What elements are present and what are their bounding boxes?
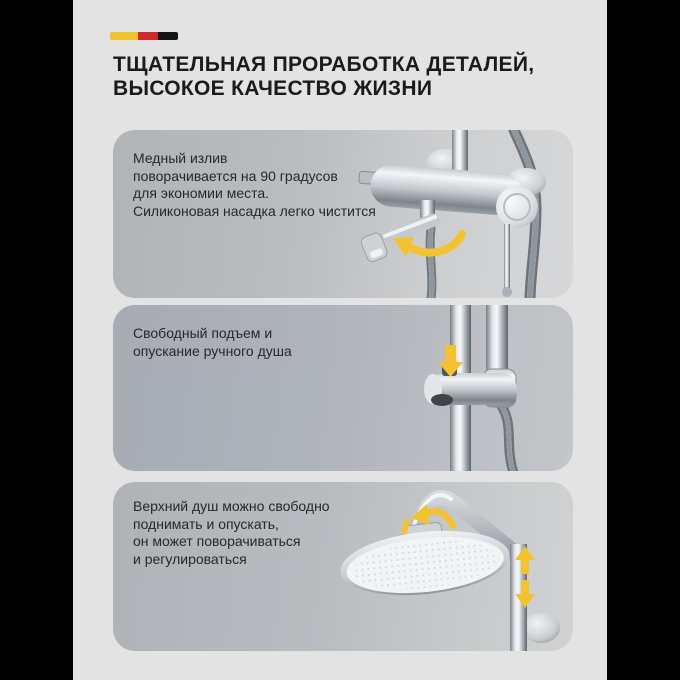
feature-text bbox=[133, 150, 376, 220]
mixer-end-cap bbox=[496, 186, 538, 228]
lift-rod bbox=[504, 224, 510, 292]
text-line: Силиконовая насадка легко чистится bbox=[133, 202, 376, 219]
text-line: Свободный подъем и bbox=[133, 325, 273, 341]
feature-text bbox=[133, 325, 292, 360]
feature-panel-overhead bbox=[113, 482, 573, 651]
right-letterbox-bar bbox=[607, 0, 680, 680]
feature-text bbox=[133, 498, 330, 568]
page-title bbox=[113, 53, 534, 101]
flag-yellow-segment bbox=[110, 32, 138, 40]
text-line: поворачивается на 90 градусов bbox=[133, 167, 338, 184]
feature-panel-slider bbox=[113, 305, 573, 471]
content-area bbox=[73, 0, 607, 680]
text-line: Медный излив bbox=[133, 150, 228, 166]
title-line-1: ТЩАТЕЛЬНАЯ ПРОРАБОТКА ДЕТАЛЕЙ, bbox=[113, 53, 535, 76]
wall-flange bbox=[522, 613, 560, 643]
text-line: Верхний душ можно свободно bbox=[133, 498, 330, 514]
brand-flag-icon bbox=[110, 32, 178, 40]
text-line: поднимать и опускать, bbox=[133, 515, 279, 532]
text-line: для экономии места. bbox=[133, 185, 270, 201]
text-line: опускание ручного душа bbox=[133, 342, 292, 359]
text-line: он может поворачиваться bbox=[133, 533, 301, 549]
flag-black-segment bbox=[158, 32, 178, 40]
title-line-2: ВЫСОКОЕ КАЧЕСТВО ЖИЗНИ bbox=[113, 77, 433, 100]
left-letterbox-bar bbox=[0, 0, 73, 680]
feature-panel-spout bbox=[113, 130, 573, 298]
text-line: и регулироваться bbox=[133, 550, 247, 567]
flag-red-segment bbox=[138, 32, 158, 40]
